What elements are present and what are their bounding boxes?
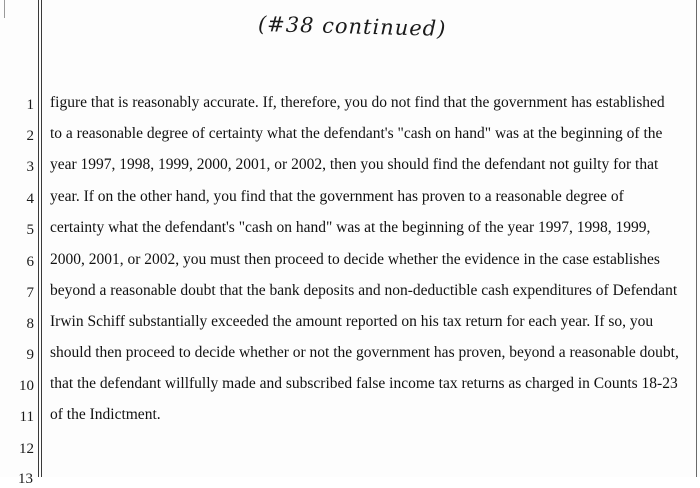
line-text-7: beyond a reasonable doubt that the bank deposits and non-deductible cash expenditures of Defendant	[50, 282, 678, 299]
line-number-6: 6	[26, 254, 34, 270]
line-number-8: 8	[26, 316, 34, 332]
line-number-2: 2	[26, 128, 34, 144]
line-text-11: of the Indictment.	[50, 406, 161, 423]
line-text-6: 2000, 2001, or 2002, you must then proceed to decide whether the evidence in the case establishes	[50, 251, 660, 268]
line-text-5: certainty what the defendant's "cash on hand" was at the beginning of the year 1997, 1998, 1999,	[50, 219, 651, 236]
handwritten-note: (#38 continued)	[257, 12, 447, 41]
line-number-9: 9	[26, 347, 34, 363]
line-text-9: should then proceed to decide whether or not the government has proven, beyond a reasonable doubt,	[50, 344, 679, 361]
line-number-11: 11	[19, 409, 34, 425]
line-number-7: 7	[26, 285, 34, 301]
line-number-3: 3	[26, 159, 34, 175]
line-number-4: 4	[26, 191, 34, 207]
line-text-4: year. If on the other hand, you find that the government has proven to a reasonable degree of	[50, 188, 624, 205]
line-text-8: Irwin Schiff substantially exceeded the amount reported on his tax return for each year. If so, you	[50, 313, 654, 330]
margin-rule-inner	[41, 0, 42, 477]
margin-mark	[4, 0, 5, 18]
margin-rule-right	[696, 0, 697, 477]
line-number-1: 1	[26, 97, 34, 113]
line-text-10: that the defendant willfully made and subscribed false income tax returns as charged in Counts 18-23	[50, 375, 678, 392]
margin-rule-outer	[38, 0, 39, 477]
line-text-2: to a reasonable degree of certainty what the defendant's "cash on hand" was at the beginning of the	[50, 125, 663, 142]
line-text-3: year 1997, 1998, 1999, 2000, 2001, or 2002, then you should find the defendant not guilty for that	[50, 156, 659, 173]
line-number-5: 5	[26, 222, 34, 238]
line-number-12: 12	[19, 441, 34, 457]
line-text-1: figure that is reasonably accurate. If, therefore, you do not find that the government has established	[50, 94, 665, 111]
line-number-10: 10	[19, 378, 34, 394]
line-number-13-partial: 13	[18, 471, 33, 487]
